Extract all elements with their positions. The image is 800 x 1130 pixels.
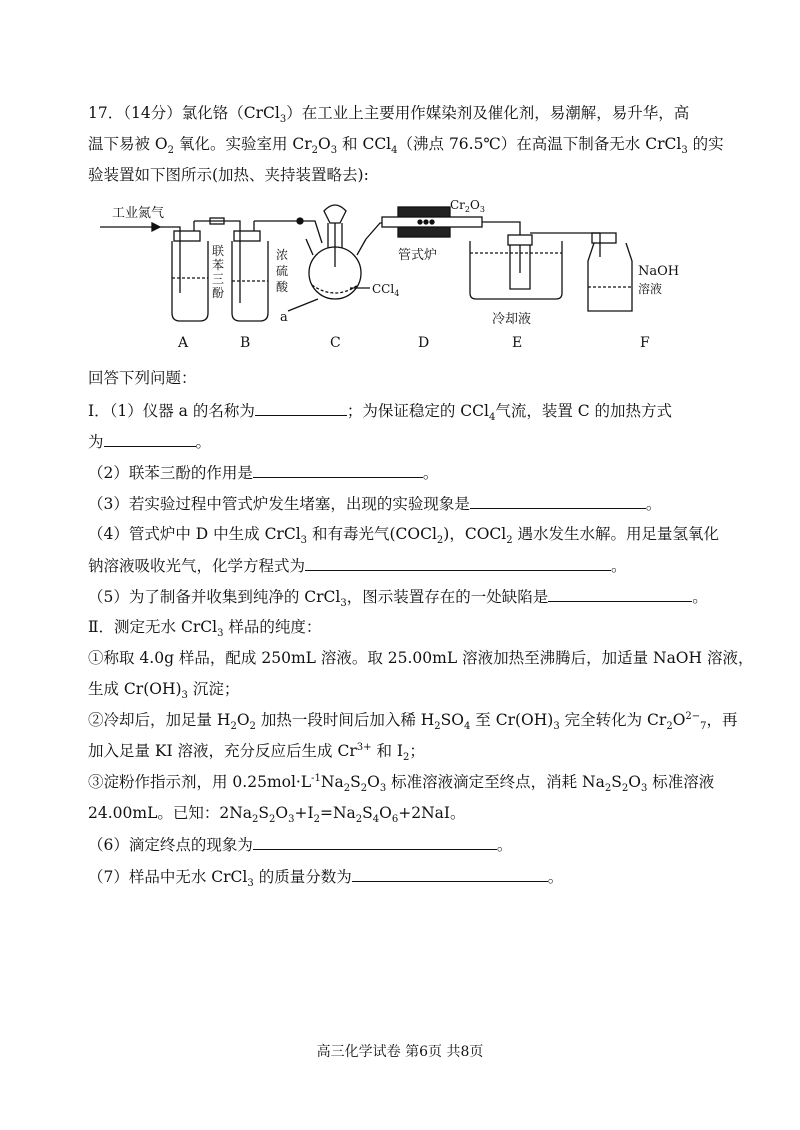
sub: 3 <box>181 690 188 702</box>
text: SO <box>440 711 464 729</box>
tube-d-e <box>482 222 520 235</box>
text: O <box>628 773 641 791</box>
sub: 2 <box>506 535 513 547</box>
sub: 3 <box>288 814 295 826</box>
sub: 4 <box>372 814 380 826</box>
sub: 3 <box>247 878 254 890</box>
sup: 2− <box>685 710 701 722</box>
sub: 2 <box>249 721 256 733</box>
text: （沸点 76.5℃）在高温下制备无水 CrCl <box>397 135 682 153</box>
sub: 3 <box>379 783 387 795</box>
sub: 7 <box>700 721 707 733</box>
text: 生成 Cr(OH) <box>88 680 182 698</box>
ccl: CCl <box>372 282 395 296</box>
sub: 2 <box>360 783 368 795</box>
text: 完全转化为 Cr <box>559 711 667 729</box>
text: ③淀粉作指示剂，用 0.25mol·L <box>88 773 312 791</box>
sub: 2 <box>269 814 276 826</box>
step1-line-1 <box>88 648 753 668</box>
text: （7）样品中无水 CrCl <box>88 868 248 886</box>
text: )，COCl <box>443 525 507 543</box>
text: 加热一段时间后加入稀 H <box>255 711 435 729</box>
label-reagent-a-3: 三 <box>212 272 225 286</box>
text: 标准溶液滴定至终点，消耗 Na <box>386 773 605 791</box>
letter-c: C <box>330 335 341 351</box>
sub: 6 <box>391 814 399 826</box>
text: O <box>318 135 331 153</box>
sub: 3 <box>217 628 224 640</box>
sub: 3 <box>300 535 308 547</box>
label-naoh: NaOH <box>638 264 680 279</box>
text: （2）联苯三酚的作用是 <box>88 464 253 482</box>
page-footer: 高三化学试卷 第6页 共8页 <box>316 1044 484 1060</box>
label-tube-furnace: 管式炉 <box>398 248 438 263</box>
text: （3）若实验过程中管式炉发生堵塞，出现的实验现象是 <box>88 495 470 513</box>
text: ②冷却后，加足量 H <box>88 711 231 729</box>
text: 标准溶液 <box>647 773 715 791</box>
sub: 2 <box>436 535 444 547</box>
sub: 4 <box>391 145 398 157</box>
text: 。 <box>422 464 439 482</box>
sub: 2 <box>403 752 410 764</box>
bottle-b <box>232 221 268 321</box>
sub: 2 <box>355 814 363 826</box>
text: O <box>275 804 289 822</box>
sub: 2 <box>621 783 629 795</box>
label-reagent-a-4: 酚 <box>212 286 225 300</box>
text: 的实 <box>687 135 724 153</box>
arrow-head <box>152 223 160 231</box>
sub: 4 <box>394 289 400 298</box>
q7-line <box>88 866 564 890</box>
text: （6）滴定终点的现象为 <box>88 836 253 854</box>
question-line-1 <box>88 103 690 126</box>
label-reagent-b-2: 硫 <box>276 264 289 278</box>
q4-line-2 <box>88 555 627 576</box>
q1-line-1 <box>88 400 673 424</box>
text: （1）仪器 a 的名称为 <box>109 402 255 420</box>
label-naoh-solution: 溶液 <box>638 282 663 296</box>
sub: 2 <box>434 721 441 733</box>
letter-a: A <box>178 335 189 351</box>
step1-line-2 <box>88 679 240 702</box>
text: 。 <box>645 495 662 513</box>
step3-line-1 <box>88 772 715 795</box>
question-score: （14分） <box>123 104 182 122</box>
sub: 4 <box>464 721 471 733</box>
label-coolant: 冷却液 <box>492 312 532 327</box>
clamp <box>297 218 303 224</box>
text: ①称取 4.0g 样品，配成 250mL 溶液。取 25.00mL 溶液加热至沸腾后，加适量 NaOH 溶液， <box>88 649 754 667</box>
text: 钠溶液吸收光气，化学方程式为 <box>88 557 306 575</box>
sub: 2 <box>604 783 612 795</box>
label-ccl4 <box>372 282 399 298</box>
label-industrial-n2: 工业氮气 <box>112 206 165 221</box>
sub: 3 <box>340 598 347 610</box>
sub: 2 <box>252 814 259 826</box>
text: +I <box>294 804 314 822</box>
text: 。 <box>611 557 627 575</box>
text: 。 <box>496 836 513 854</box>
label-reagent-b-3: 酸 <box>276 280 289 294</box>
text: 氧化。实验室用 Cr <box>174 135 312 153</box>
question-number: 17． <box>88 104 124 122</box>
label-reagent-b-1: 浓 <box>276 248 289 262</box>
text: 。 <box>547 868 564 886</box>
text: O <box>236 711 250 729</box>
text: 温下易被 O <box>88 135 168 153</box>
roman-numeral: Ⅰ． <box>88 402 110 420</box>
answer-blank-q2[interactable] <box>253 462 423 478</box>
sub: 3 <box>553 721 560 733</box>
text: ，图示装置存在的一处缺陷是 <box>346 588 549 606</box>
text: ）在工业上主要用作媒染剂及催化剂，易潮解，易升华，高 <box>286 104 690 122</box>
sup: -1 <box>311 772 321 784</box>
text: 氯化铬（CrCl <box>181 104 280 122</box>
text: O <box>379 804 392 822</box>
answer-blank-q3[interactable] <box>470 493 646 509</box>
sub: 3 <box>279 114 287 126</box>
label-reagent-a-1: 联 <box>212 244 225 258</box>
text: 和有毒光气(COCl <box>307 525 437 543</box>
label-cr2o3 <box>450 198 485 214</box>
label-instrument-a: a <box>280 310 288 325</box>
text: S <box>362 804 373 822</box>
question-line-2 <box>88 134 724 157</box>
text: 验装置如下图所示(加热、夹持装置略去): <box>88 166 369 184</box>
answer-blank-q5[interactable] <box>548 586 692 602</box>
q4-line-1 <box>88 524 720 547</box>
text: 样品的纯度： <box>223 618 322 636</box>
sub: 3 <box>479 205 485 214</box>
sup: 3+ <box>356 741 372 753</box>
text: S <box>350 773 361 791</box>
answer-prompt <box>88 368 197 388</box>
sub: 3 <box>640 783 648 795</box>
sub: 2 <box>230 721 237 733</box>
label-reagent-a-2: 苯 <box>212 258 225 272</box>
text: 回答下列问题： <box>88 369 197 387</box>
text: ；为保证稳定的 CCl <box>346 402 489 420</box>
text: 和 I <box>371 742 403 760</box>
o: O <box>470 198 480 212</box>
text: 。 <box>195 433 212 451</box>
tube-in-a <box>160 227 180 293</box>
text: 24.00mL。已知：2Na <box>88 804 253 822</box>
text: Ⅱ．测定无水 CrCl <box>88 618 218 636</box>
sub: 3 <box>330 145 338 157</box>
sub: 2 <box>167 145 175 157</box>
step2-line-2 <box>88 741 425 764</box>
q2-line <box>88 462 438 483</box>
sub: 2 <box>666 721 673 733</box>
sub: 4 <box>488 412 496 424</box>
question-line-3 <box>88 165 369 185</box>
text: O <box>672 711 686 729</box>
answer-blank-q6[interactable] <box>253 834 497 850</box>
bottle-a <box>172 221 208 321</box>
text: 遇水发生水解。用足量氢氧化 <box>512 525 720 543</box>
step3-line-2 <box>88 803 466 826</box>
text: =Na <box>320 804 356 822</box>
tube-b-c <box>254 221 322 243</box>
q3-line <box>88 493 661 514</box>
cr: Cr <box>450 198 465 212</box>
text: （5）为了制备并收集到纯净的 CrCl <box>88 588 341 606</box>
sub: 3 <box>681 145 688 157</box>
answer-blank-q1b[interactable] <box>104 431 196 447</box>
label-leader-a <box>288 299 318 311</box>
sub: 2 <box>313 814 320 826</box>
text: 气流，装置 C 的加热方式 <box>495 402 673 420</box>
sub: 2 <box>464 205 471 214</box>
sub: 2 <box>311 145 319 157</box>
letter-b: B <box>240 335 251 351</box>
text: S <box>258 804 270 822</box>
apparatus-diagram <box>100 193 680 353</box>
answer-blank-q7[interactable] <box>352 866 548 882</box>
text: ； <box>409 742 425 760</box>
text: 至 Cr(OH) <box>470 711 554 729</box>
q5-line <box>88 586 708 610</box>
answer-blank-q4[interactable] <box>305 555 611 571</box>
text: （4）管式炉中 D 中生成 CrCl <box>88 525 301 543</box>
text: 为 <box>88 433 104 451</box>
answer-blank-q1a[interactable] <box>255 400 347 416</box>
text: S <box>611 773 622 791</box>
text: 的质量分数为 <box>253 868 352 886</box>
q1-line-2 <box>88 431 211 452</box>
text: 。 <box>692 588 708 606</box>
text: ，再 <box>706 711 738 729</box>
letter-e: E <box>512 335 523 351</box>
text: Na <box>320 773 344 791</box>
text: O <box>367 773 380 791</box>
text: 沉淀； <box>187 680 240 698</box>
text: 和 CCl <box>337 135 392 153</box>
sub: 2 <box>343 783 351 795</box>
text: +2NaI。 <box>398 804 466 822</box>
step2-line-1 <box>88 710 738 733</box>
cold-trap-e <box>470 233 600 299</box>
part2-title <box>88 617 322 640</box>
letter-f: F <box>640 335 650 351</box>
text: 加入足量 KI 溶液，充分反应后生成 Cr <box>88 742 357 760</box>
q6-line <box>88 834 512 855</box>
bottle-f <box>588 233 632 311</box>
letter-d: D <box>418 335 430 351</box>
